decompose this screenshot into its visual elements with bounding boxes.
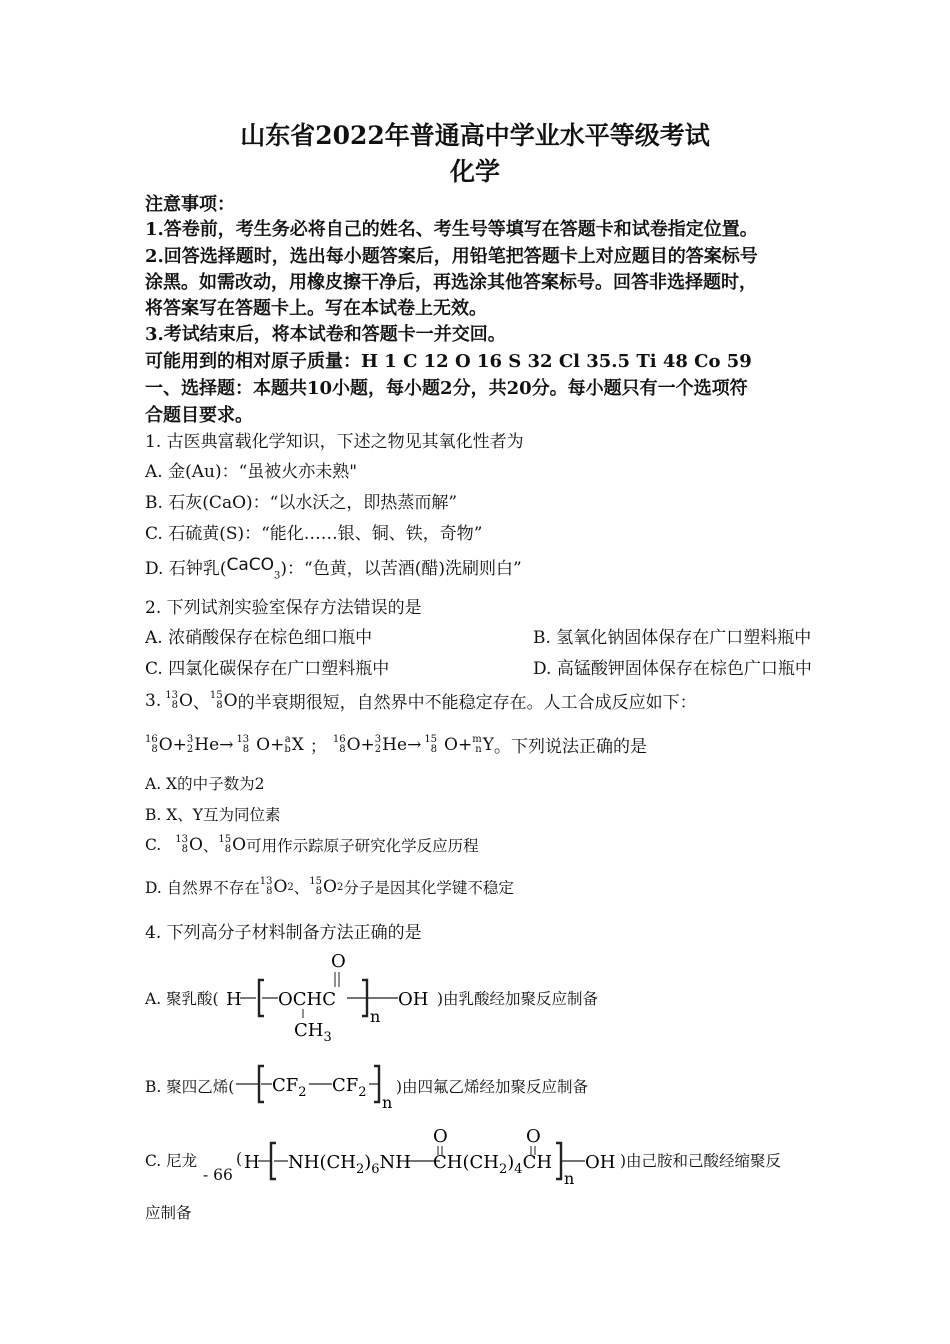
- diamine-segment: $NH(CH_2)_6NH$: [288, 1152, 411, 1177]
- q4-option-b-label: B. 聚四乙烯(: [145, 1078, 235, 1096]
- nuclide-o16: 16 8 O: [145, 733, 173, 755]
- q1-option-c: C. 石硫黄(S)：“能化……银、铜、铁，奇物”: [145, 524, 483, 544]
- mass-number: 13: [165, 689, 178, 701]
- q2-option-c: C. 四氯化碳保存在广口塑料瓶中: [145, 659, 390, 679]
- notice-item-1: 1.答卷前，考生务必将自己的姓名、考生号等填写在答题卡和试卷指定位置。: [145, 219, 758, 240]
- separator: 、: [192, 693, 210, 713]
- nuclide-o16: 16 8 O: [332, 733, 361, 755]
- q4-option-c-number: - 66: [203, 1166, 233, 1184]
- notice-item-3: 3.考试结束后，将本试卷和答题卡一并交回。: [145, 324, 506, 345]
- nuclide-o13: 13 8 O: [175, 834, 203, 855]
- section-heading-b: 合题目要求。: [145, 405, 253, 426]
- nuclide-he3: 3 2 He: [374, 733, 408, 755]
- atomic-number: 8: [216, 699, 223, 711]
- option-text-post: 分子是因其化学键不稳定: [343, 879, 514, 897]
- q2-option-d: D. 高锰酸钾固体保存在棕色广口瓶中: [533, 659, 812, 679]
- exam-title: 山东省2022年普通高中学业水平等级考试: [240, 121, 710, 150]
- q2-stem: 2. 下列试剂实验室保存方法错误的是: [145, 598, 422, 618]
- nuclide-he3: 3 2 He: [186, 733, 220, 755]
- exam-subject: 化学: [449, 157, 500, 186]
- option-letter: C.: [145, 836, 162, 854]
- end-oh: OH: [585, 1152, 616, 1173]
- q4-option-b-text: )由四氟乙烯经加聚反应制备: [396, 1078, 589, 1096]
- q3-equations: [145, 732, 647, 757]
- section-heading-a: 一、选择题：本题共10小题，每小题2分，共20分。每小题只有一个选项符: [145, 378, 748, 399]
- end-oh: OH: [398, 989, 429, 1010]
- q4-option-c-label: C. 尼龙: [145, 1152, 198, 1170]
- q4-option-a-text: )由乳酸经加聚反应制备: [437, 990, 599, 1008]
- nuclide-o15: 15 8 O: [424, 733, 458, 755]
- plus-sign: +: [172, 734, 187, 755]
- reaction-arrow: →: [407, 734, 422, 755]
- q1-option-a: A. 金(Au)：“虽被火亦未熟": [145, 462, 358, 482]
- q1-option-b: B. 石灰(CaO)：“以水沃之，即热蒸而解”: [145, 493, 458, 513]
- end-h: H: [244, 1152, 260, 1173]
- cf2-group: $CF_2$: [272, 1075, 307, 1100]
- nuclide-o15: [210, 691, 238, 711]
- methyl-group: $CH_3$: [294, 1020, 332, 1045]
- repeat-count: n: [382, 1093, 393, 1112]
- repeat-count: n: [564, 1169, 575, 1188]
- separator: 、: [202, 837, 219, 855]
- option-text: 可用作示踪原子研究化学反应历程: [246, 837, 479, 855]
- separator: 、: [293, 879, 310, 897]
- q1-d-prefix: D. 石钟乳(: [145, 559, 227, 579]
- q3-option-d: [145, 876, 514, 898]
- paren-open: (: [236, 1150, 243, 1168]
- q1-option-d: [145, 554, 522, 581]
- notice-heading: 注意事项：: [145, 194, 235, 215]
- separator: ；: [309, 737, 327, 757]
- notice-item-2c: 将答案写在答题卡上。写在本试卷上无效。: [145, 298, 487, 319]
- carbonyl-oxygen: O: [526, 1126, 541, 1147]
- carbonyl-oxygen: O: [433, 1126, 448, 1147]
- q1-d-formula: CaCO: [226, 555, 275, 575]
- q3-option-b: B. X、Y互为同位素: [145, 806, 281, 824]
- plus-sign: +: [360, 734, 375, 755]
- q1-d-suffix: )：“色黄，以苦酒(醋)洗刷则白”: [280, 559, 522, 579]
- q3-equation-suffix: 。下列说法正确的是: [493, 737, 647, 757]
- q4-option-c-text: )由己胺和己酸经缩聚反: [620, 1152, 782, 1170]
- right-bracket: [556, 1143, 561, 1179]
- repeat-count: n: [370, 1007, 381, 1026]
- ptfe-structure: [236, 1060, 401, 1110]
- element-symbol: O: [178, 690, 193, 711]
- nuclide-x: a b X: [284, 733, 304, 755]
- nuclide-y: m n Y: [472, 733, 494, 755]
- mass-number: 15: [209, 689, 223, 701]
- polylactic-acid-structure: [226, 950, 441, 1045]
- molecule-o13-2: 13 8 O 2: [259, 876, 294, 897]
- notice-item-2b: 涂黑。如需改动，用橡皮擦干净后，再选涂其他答案标号。回答非选择题时，: [145, 272, 757, 293]
- repeat-unit: OCHC: [278, 989, 336, 1010]
- cf2-group: $CF_2$: [332, 1075, 367, 1100]
- carbonyl-oxygen: O: [331, 951, 346, 972]
- q3-option-a: A. X的中子数为2: [145, 775, 265, 793]
- molecule-o15-2: 15 8 O 2: [309, 876, 344, 897]
- q3-stem-text: 的半衰期很短，自然界中不能稳定存在。人工合成反应如下：: [237, 693, 697, 713]
- reaction-arrow: →: [219, 734, 234, 755]
- plus-sign: +: [270, 734, 285, 755]
- nuclide-o13: 13 8 O: [236, 733, 271, 755]
- nuclide-o15: 15 8 O: [218, 834, 247, 855]
- q2-option-a: A. 浓硝酸保存在棕色细口瓶中: [145, 628, 373, 648]
- q4-option-a-label: A. 聚乳酸(: [145, 990, 219, 1008]
- q1-d-subscript: 3: [274, 570, 281, 582]
- nuclide-o13: [165, 691, 193, 711]
- plus-sign: +: [457, 734, 473, 755]
- q4-stem: 4. 下列高分子材料制备方法正确的是: [145, 923, 422, 943]
- nylon-66-structure: [244, 1124, 624, 1186]
- q3-stem: [145, 688, 697, 713]
- q4-option-c-continued: 应制备: [145, 1204, 192, 1222]
- notice-item-2a: 2.回答选择题时，选出每小题答案后，用铅笔把答题卡上对应题目的答案标号: [145, 246, 758, 267]
- q2-option-b: B. 氢氧化钠固体保存在广口塑料瓶中: [533, 628, 812, 648]
- diacid-segment: $CH(CH_2)_4CH$: [433, 1152, 553, 1177]
- q1-stem: 1. 古医典富载化学知识，下述之物见其氧化性者为: [145, 432, 524, 452]
- option-text-pre: D. 自然界不存在: [145, 879, 260, 897]
- atomic-number: 8: [171, 699, 178, 711]
- element-symbol: O: [223, 690, 238, 711]
- end-h: H: [226, 989, 242, 1010]
- q3-number: 3.: [145, 690, 162, 711]
- q3-option-c: [145, 834, 479, 856]
- atomic-masses: 可能用到的相对原子质量：H 1 C 12 O 16 S 32 Cl 35.5 Ti 48 Co 59: [145, 351, 752, 372]
